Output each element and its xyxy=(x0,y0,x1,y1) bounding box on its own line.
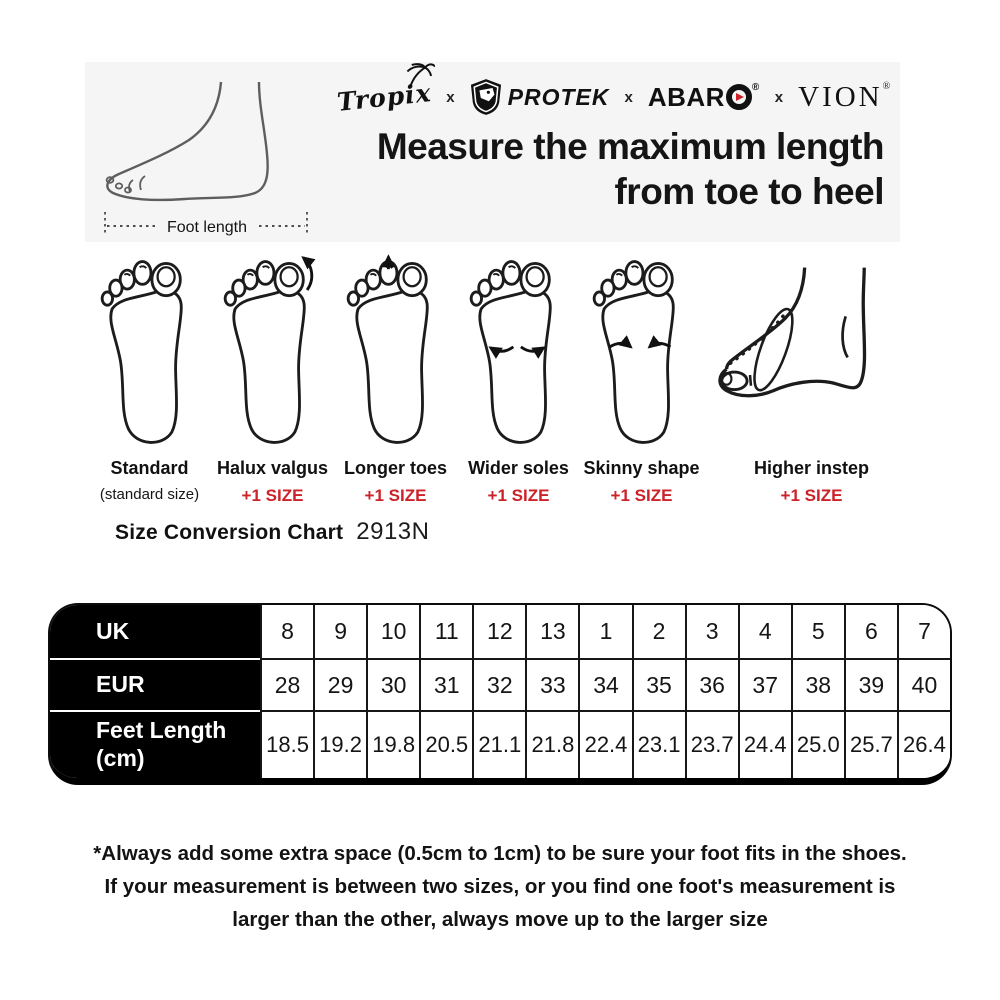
row-label-feet-length-cm xyxy=(50,712,260,778)
protek-wordmark: PROTEK xyxy=(507,83,610,110)
size-cell-uk-1: 9 xyxy=(313,605,366,660)
size-cell-feet-length-cm-11: 25.7 xyxy=(844,712,897,778)
foot-type-halux-valgus xyxy=(211,254,334,506)
size-cell-feet-length-cm-1: 19.2 xyxy=(313,712,366,778)
foot-type-size-note: +1 SIZE xyxy=(241,486,304,505)
model-number: 2913N xyxy=(356,518,430,545)
size-cell-eur-10: 38 xyxy=(791,660,844,712)
foot-type-wider-soles xyxy=(457,254,580,506)
row-label-text: (cm) xyxy=(96,745,145,771)
size-cell-uk-7: 2 xyxy=(632,605,685,660)
vion-logo xyxy=(798,81,893,114)
size-cell-uk-10: 5 xyxy=(791,605,844,660)
foot-length-label: Foot length xyxy=(166,219,248,236)
foot-sole-longer-toes-illustration xyxy=(339,254,453,453)
headline-line-1: Measure the maximum length xyxy=(376,126,884,167)
row-label-uk xyxy=(50,605,260,660)
size-cell-eur-9: 37 xyxy=(738,660,791,712)
size-chart-heading xyxy=(115,518,429,546)
size-cell-feet-length-cm-8: 23.7 xyxy=(685,712,738,778)
tropix-wordmark: Tropix xyxy=(335,77,433,117)
size-cell-eur-1: 29 xyxy=(313,660,366,712)
size-cell-uk-11: 6 xyxy=(844,605,897,660)
size-cell-uk-6: 1 xyxy=(578,605,631,660)
size-cell-eur-3: 31 xyxy=(419,660,472,712)
palm-tree-icon xyxy=(396,60,436,86)
size-cell-uk-5: 13 xyxy=(525,605,578,660)
row-label-eur xyxy=(50,660,260,712)
brand-separator: x xyxy=(446,88,455,106)
size-table-row-eur xyxy=(50,660,950,712)
headline-line-2: from toe to heel xyxy=(614,171,884,213)
vion-wordmark: VION xyxy=(798,80,883,113)
brand-separator: x xyxy=(774,88,784,106)
size-cell-eur-7: 35 xyxy=(632,660,685,712)
size-cell-feet-length-cm-7: 23.1 xyxy=(632,712,685,778)
row-label-text: Feet Length xyxy=(96,717,227,744)
size-cell-feet-length-cm-3: 20.5 xyxy=(419,712,472,778)
size-cell-eur-12: 40 xyxy=(897,660,950,712)
size-cell-uk-12: 7 xyxy=(897,605,950,660)
size-cell-uk-4: 12 xyxy=(472,605,525,660)
abaro-logo xyxy=(648,82,760,113)
foot-type-size-note: +1 SIZE xyxy=(610,486,673,505)
registered-mark: ® xyxy=(751,81,760,93)
size-table-row-feet-length-cm xyxy=(50,712,950,778)
size-cell-uk-8: 3 xyxy=(685,605,738,660)
foot-type-title: Higher instep xyxy=(753,458,869,478)
foot-type-higher-instep xyxy=(703,254,920,506)
tropix-logo xyxy=(336,78,433,117)
row-label-text: UK xyxy=(96,617,130,644)
size-cell-feet-length-cm-6: 22.4 xyxy=(578,712,631,778)
size-table-row-uk xyxy=(50,605,950,660)
size-cell-feet-length-cm-2: 19.8 xyxy=(366,712,419,778)
size-cell-uk-9: 4 xyxy=(738,605,791,660)
foot-sole-halux-valgus-illustration xyxy=(216,254,330,453)
size-conversion-table xyxy=(48,603,952,785)
foot-type-title: Skinny shape xyxy=(583,458,700,478)
size-cell-uk-3: 11 xyxy=(419,605,472,660)
size-cell-uk-2: 10 xyxy=(366,605,419,660)
size-cell-eur-0: 28 xyxy=(260,660,313,712)
protek-logo xyxy=(470,78,610,116)
foot-type-longer-toes xyxy=(334,254,457,506)
foot-side-higher-instep-illustration xyxy=(709,254,914,453)
footnote-line-2: If your measurement is between two sizes, or you find one foot's measurement is xyxy=(104,874,896,898)
size-cell-feet-length-cm-0: 18.5 xyxy=(260,712,313,778)
size-cell-feet-length-cm-5: 21.8 xyxy=(525,712,578,778)
foot-length-diagram xyxy=(93,76,317,238)
foot-type-title: Longer toes xyxy=(343,458,447,478)
footnote-line-3: larger than the other, always move up to the larger size xyxy=(232,907,768,931)
size-cell-eur-8: 36 xyxy=(685,660,738,712)
foot-type-size-note: +1 SIZE xyxy=(487,486,550,505)
foot-type-size-note: (standard size) xyxy=(99,486,200,503)
foot-sole-wider-soles-illustration xyxy=(462,254,576,453)
abaro-o-mark xyxy=(726,84,752,110)
headline xyxy=(377,124,884,214)
foot-type-title: Standard xyxy=(110,458,189,478)
brand-lockup xyxy=(337,78,893,116)
size-cell-feet-length-cm-9: 24.4 xyxy=(738,712,791,778)
abaro-play-icon xyxy=(736,93,744,101)
row-label-text: EUR xyxy=(96,671,145,698)
hero-panel xyxy=(85,62,900,242)
protek-shield-icon xyxy=(470,78,502,116)
size-cell-eur-2: 30 xyxy=(366,660,419,712)
foot-type-skinny-shape xyxy=(580,254,703,506)
size-cell-feet-length-cm-10: 25.0 xyxy=(791,712,844,778)
foot-type-title: Halux valgus xyxy=(216,458,329,478)
foot-types-row xyxy=(88,254,920,506)
footnote xyxy=(0,838,1000,936)
abaro-wordmark: ABAR xyxy=(647,81,725,112)
size-cell-eur-4: 32 xyxy=(472,660,525,712)
size-cell-feet-length-cm-12: 26.4 xyxy=(897,712,950,778)
foot-type-size-note: +1 SIZE xyxy=(364,486,427,505)
size-cell-eur-6: 34 xyxy=(578,660,631,712)
foot-sole-skinny-shape-illustration xyxy=(585,254,699,453)
footnote-line-1: *Always add some extra space (0.5cm to 1cm) to be sure your foot fits in the shoes. xyxy=(93,842,907,865)
foot-type-standard xyxy=(88,254,211,503)
brand-separator: x xyxy=(624,88,633,106)
size-chart-title: Size Conversion Chart xyxy=(115,521,344,544)
registered-mark: ® xyxy=(882,80,894,92)
foot-type-title: Wider soles xyxy=(468,458,569,478)
foot-type-size-note: +1 SIZE xyxy=(780,486,843,505)
size-cell-eur-11: 39 xyxy=(844,660,897,712)
size-cell-eur-5: 33 xyxy=(525,660,578,712)
size-cell-feet-length-cm-4: 21.1 xyxy=(472,712,525,778)
foot-sole-standard-illustration xyxy=(93,254,207,453)
size-cell-uk-0: 8 xyxy=(260,605,313,660)
